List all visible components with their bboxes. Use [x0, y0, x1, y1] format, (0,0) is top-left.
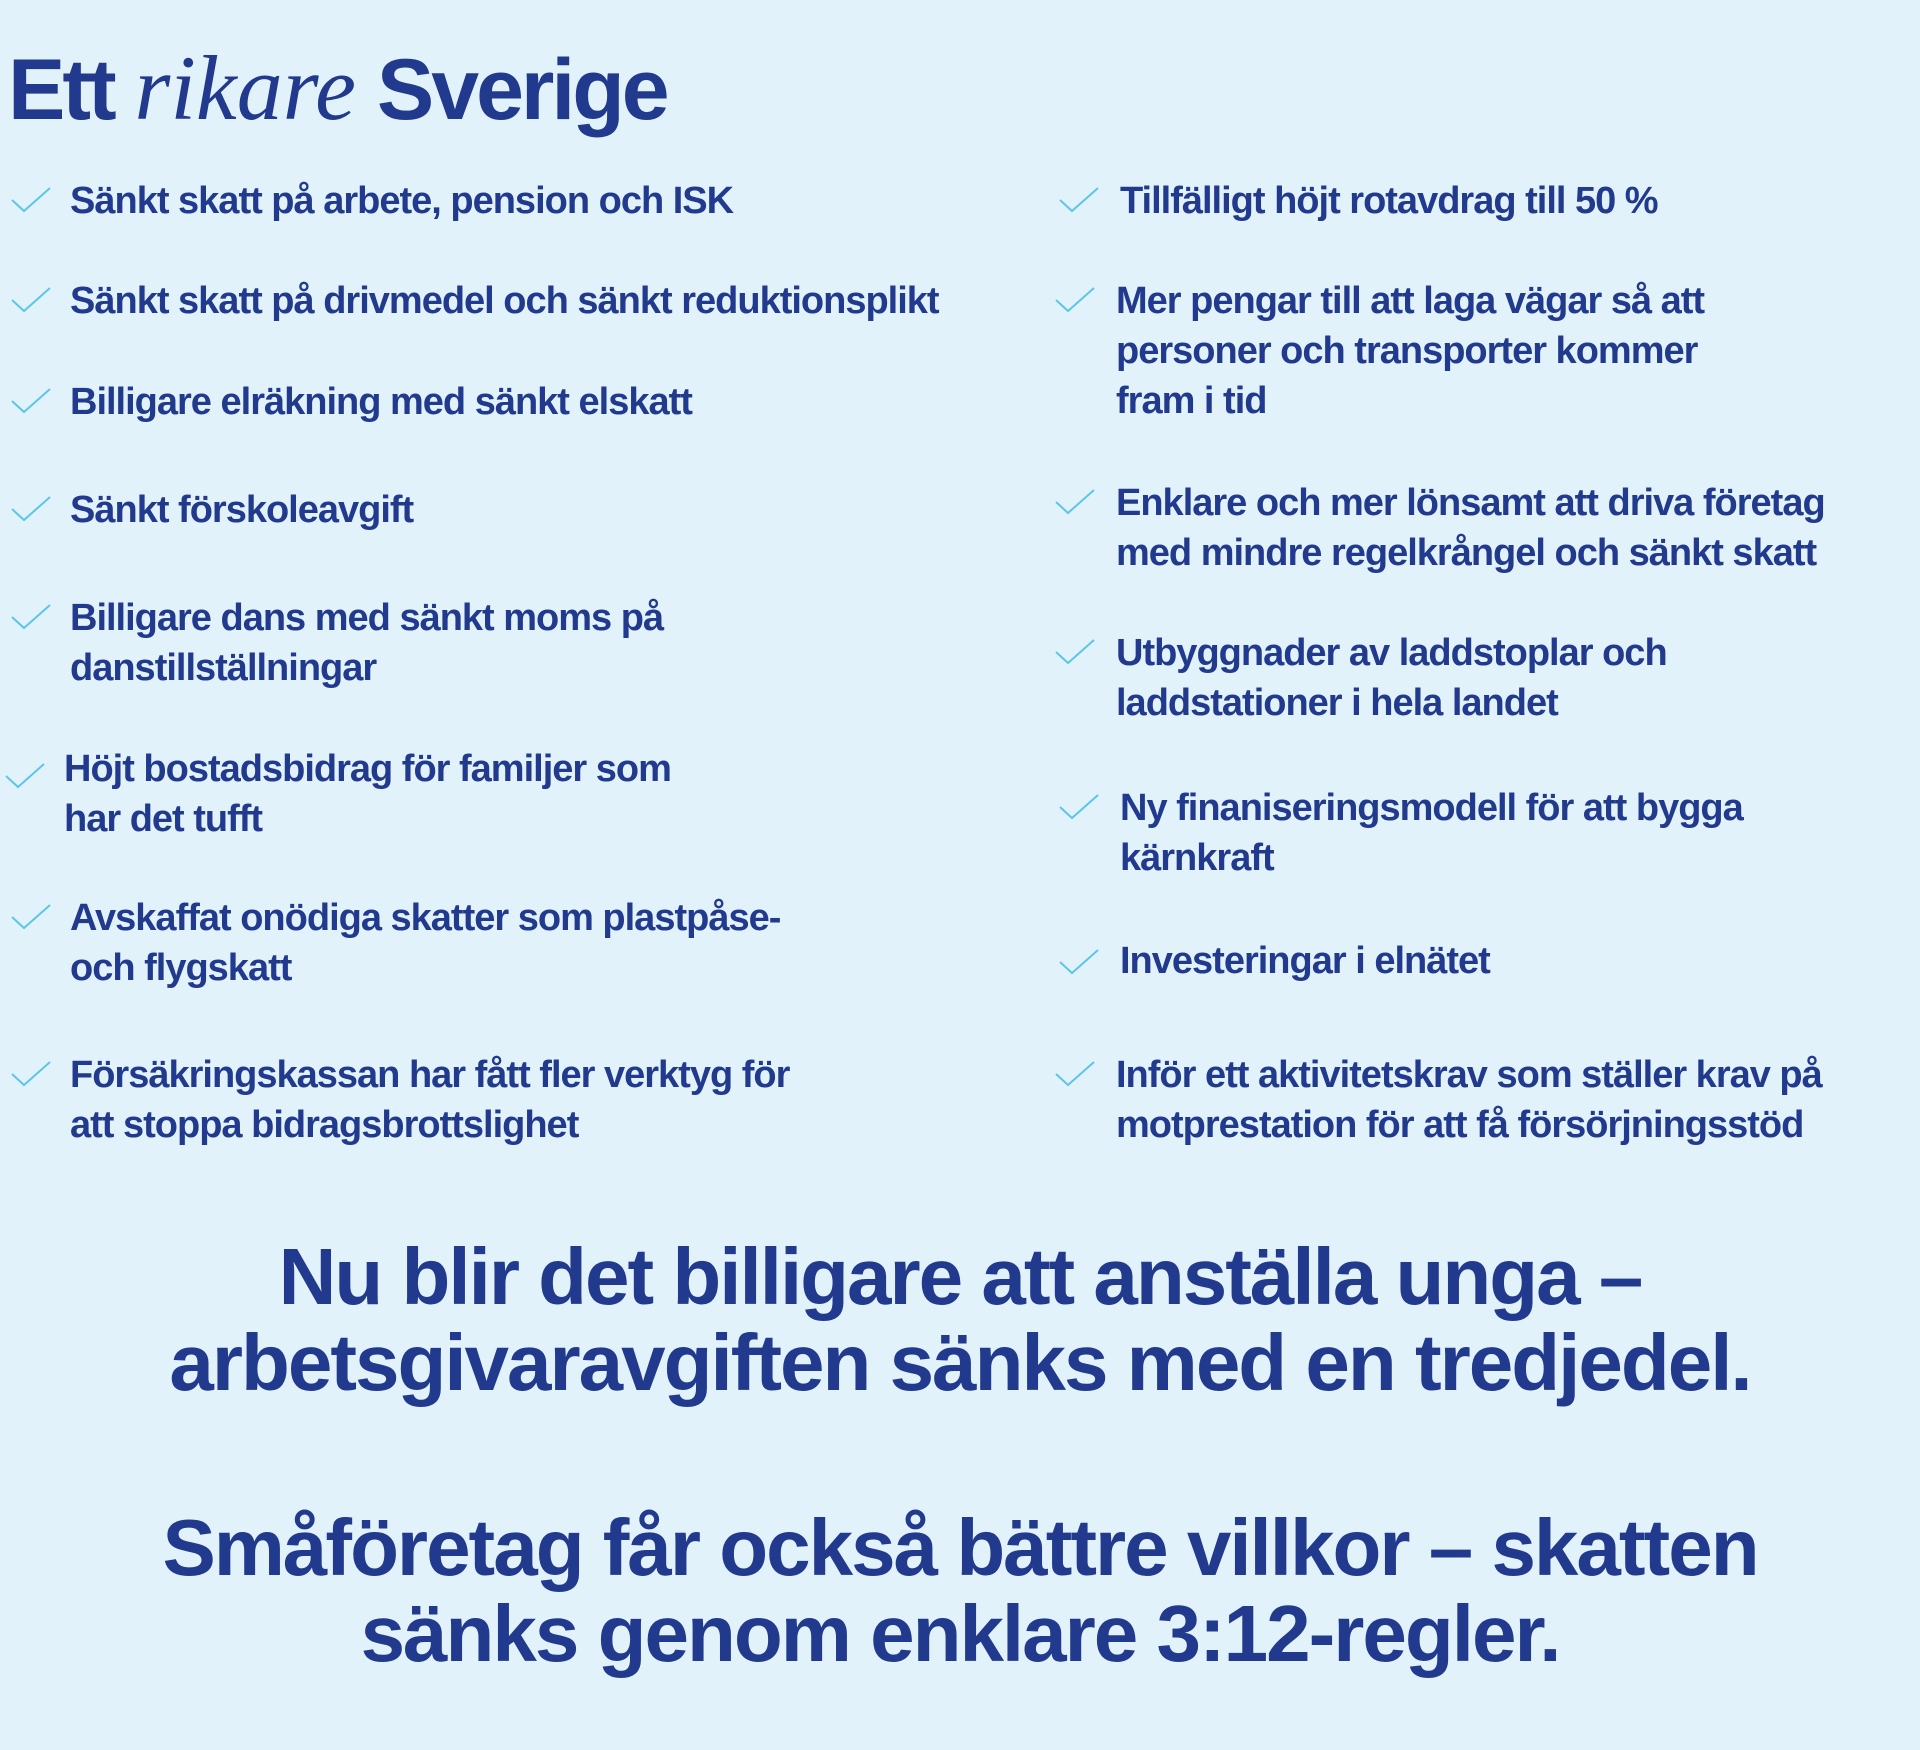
list-item — [10, 893, 780, 993]
list-item-text: Sänkt skatt på arbete, pension och ISK — [70, 180, 734, 222]
check-icon — [1058, 186, 1100, 214]
list-item-text: Mer pengar till att laga vägar så att personer och transporter kommer fram i tid — [1116, 280, 1705, 422]
list-item-text: Avskaffat onödiga skatter som plastpåse- och flygskatt — [70, 897, 781, 989]
list-item — [1058, 783, 1743, 883]
list-item-text: Inför ett aktivitetskrav som ställer krav på motprestation för att få försörjningsstöd — [1116, 1054, 1822, 1146]
list-item — [1058, 936, 1490, 986]
list-item — [4, 744, 671, 844]
list-item — [1054, 276, 1704, 426]
list-item-text: Sänkt skatt på drivmedel och sänkt reduktionsplikt — [70, 280, 939, 322]
list-item — [1054, 478, 1825, 578]
page-title — [8, 37, 667, 139]
list-item-text: Tillfälligt höjt rotavdrag till 50 % — [1120, 180, 1658, 222]
list-item-text: Investeringar i elnätet — [1120, 940, 1490, 982]
list-item-text: Försäkringskassan har fått fler verktyg för att stoppa bidragsbrottslighet — [70, 1054, 790, 1146]
list-item-text: Höjt bostadsbidrag för familjer som har det tufft — [64, 748, 671, 840]
list-item-text: Billigare dans med sänkt moms på danstillställningar — [70, 597, 664, 689]
list-item-text: Enklare och mer lönsamt att driva företag med mindre regelkrångel och sänkt skatt — [1116, 482, 1825, 574]
list-item — [10, 593, 663, 693]
list-item-text: Utbyggnader av laddstoplar och laddstationer i hela landet — [1116, 632, 1667, 724]
list-item — [10, 377, 692, 427]
check-icon — [10, 186, 52, 214]
list-item — [10, 485, 413, 535]
headline-small-business: Småföretag får också bättre villkor – skatten sänks genom enklare 3:12-regler. — [162, 1503, 1758, 1678]
check-icon — [1054, 638, 1096, 666]
list-item-text: Sänkt förskoleavgift — [70, 489, 414, 531]
list-item — [10, 276, 939, 326]
check-icon — [10, 286, 52, 314]
headline-young-employees: Nu blir det billigare att anställa unga – arbetsgivaravgiften sänks med en tredjedel. — [169, 1232, 1751, 1407]
title-part-sverige: Sverige — [376, 42, 667, 138]
list-item — [1054, 1050, 1822, 1150]
title-part-rikare: rikare — [134, 37, 356, 139]
check-icon — [10, 903, 52, 931]
list-item — [1058, 176, 1658, 226]
title-part-ett: Ett — [8, 42, 114, 138]
check-icon — [1054, 1060, 1096, 1088]
check-icon — [1058, 948, 1100, 976]
check-icon — [10, 495, 52, 523]
list-item-text: Ny finaniseringsmodell för att bygga kärnkraft — [1120, 787, 1743, 879]
list-item — [1054, 628, 1667, 728]
list-item — [10, 1050, 789, 1150]
check-icon — [1058, 793, 1100, 821]
list-item — [10, 176, 733, 226]
check-icon — [4, 762, 46, 790]
check-icon — [10, 387, 52, 415]
list-item-text: Billigare elräkning med sänkt elskatt — [70, 381, 692, 423]
check-icon — [10, 1060, 52, 1088]
check-icon — [1054, 488, 1096, 516]
check-icon — [1054, 286, 1096, 314]
check-icon — [10, 603, 52, 631]
